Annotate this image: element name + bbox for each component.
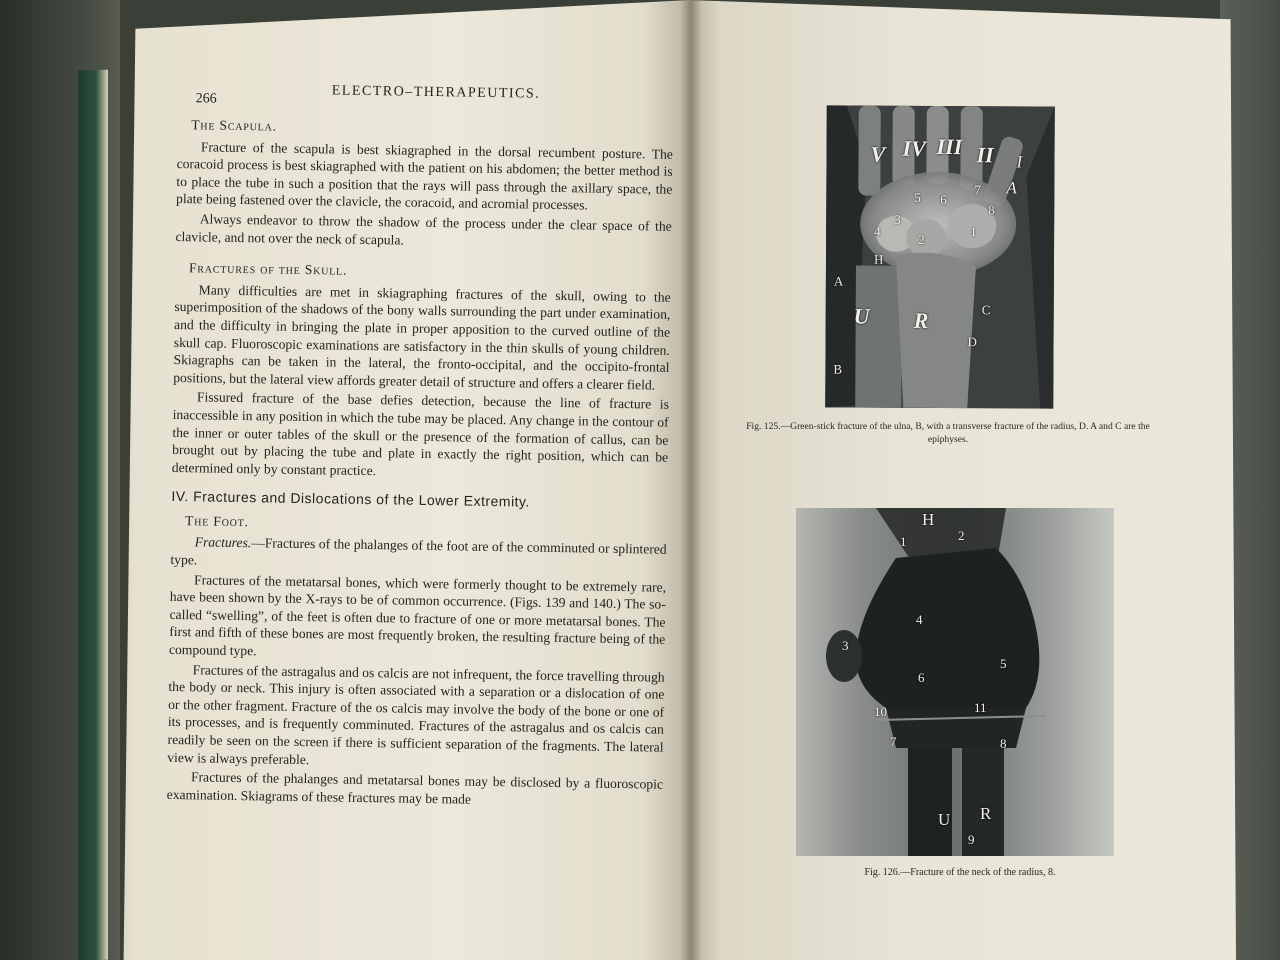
running-head-title: ELECTRO–THERAPEUTICS. (331, 83, 541, 102)
fig125-label-6: 6 (940, 192, 947, 208)
fig126-label-H: H (922, 510, 935, 529)
fig125-label-U: U (853, 303, 870, 329)
fig125-label-II: II (976, 142, 994, 168)
fig125-label-V: V (870, 141, 886, 167)
fig126-label-7: 7 (890, 734, 897, 749)
fig126-label-10: 10 (874, 704, 887, 719)
fig125-label-3: 3 (894, 211, 901, 227)
section-heading-foot: The Foot. (184, 513, 249, 530)
fig125-label-2: 2 (918, 231, 925, 247)
fig125-label-B: B (833, 361, 843, 377)
elbow-xray-image (796, 508, 1114, 856)
fig126-label-4: 4 (916, 612, 923, 627)
fig125-label-1: 1 (970, 224, 977, 240)
section-heading-skull: Fractures of the Skull. (188, 260, 348, 278)
paragraph-foot-2: Fractures of the metatarsal bones, which were formerly thought to be extremely rare, have been shown by the X-rays to be of common occurrence. (Figs. 139 and 140.) The so-called “swelling”, of the feet is often due to fracture of one or more metatarsal bones. The first and fifth of these bones are most frequently broken, the resulting fracture being of the compound type. (168, 571, 667, 659)
fig125-label-8: 8 (988, 202, 995, 218)
paragraph-skull-2: Fissured fracture of the base defies detection, because the line of fracture is inaccessible in any position in which the tube may be placed. Any change in the contour of the inner or outer tables of the skull or the presence of the formation of callus, can be brought out by placing the tube and plate in exactly the right position, which can be determined only by constant practice. (171, 389, 670, 478)
fig125-label-H: H (873, 251, 884, 267)
fig125-label-IV: IV (902, 135, 926, 161)
fig125-label-A-side: A (833, 273, 844, 289)
fig126-label-1: 1 (900, 534, 907, 549)
fig126-label-R: R (980, 804, 992, 823)
figure-125-caption: Fig. 125.—Green-stick fracture of the ulna, B, with a transverse fracture of the radius, D. A and C are the epiphyses. (746, 421, 1150, 445)
book-gutter (680, 0, 702, 960)
page-number: 266 (195, 91, 217, 107)
fig126-label-2: 2 (958, 528, 965, 543)
book-cover-edge (78, 70, 108, 960)
left-page-text (165, 78, 674, 926)
figure-126-caption: Fig. 126.—Fracture of the neck of the radius, 8. (864, 867, 1056, 878)
paragraph-foot-1 (170, 533, 666, 576)
fig125-label-III: III (936, 133, 963, 160)
fig126-label-11: 11 (974, 700, 987, 715)
fig125-label-4: 4 (874, 223, 881, 239)
paragraph-scapula-2: Always endeavor to throw the shadow of the process under the clear space of the clavicle, and not over the neck of scapula. (175, 211, 672, 248)
paragraph-foot-3: Fractures of the astragalus and os calcis are not infrequent, the force travelling through the body or neck. This injury is often associated with a separation or a dislocation of one or the other fragment. Fracture of the os calcis may involve the body of the bone or one of its processes, and is frequently comminuted. Fractures of the astragalus and os calcis can readily be seen on the screen if there is sufficient separation of the fragments. The lateral view is always preferable. (167, 661, 665, 767)
fig126-label-3: 3 (842, 638, 849, 653)
fig126-label-5: 5 (1000, 656, 1007, 671)
paragraph-foot-1-text: —Fractures of the phalanges of the foot are of the comminuted or splintered type. (170, 535, 667, 568)
fig125-label-I: I (1016, 152, 1023, 172)
section-heading-scapula: The Scapula. (191, 117, 277, 134)
fig126-label-9: 9 (968, 832, 975, 847)
figure-126-radiograph (796, 508, 1114, 856)
fig125-label-D: D (967, 334, 977, 350)
run-in-heading: Fractures. (194, 534, 252, 551)
fig125-label-R: R (913, 307, 929, 333)
fig125-label-C: C (981, 302, 991, 318)
fig126-label-U: U (938, 810, 951, 829)
fig125-label-5: 5 (914, 189, 921, 205)
paragraph-foot-4: Fractures of the phalanges and metatarsal bones may be disclosed by a fluoroscopic examination. Skiagrams of these fractures may be made (166, 769, 664, 807)
fig125-label-7: 7 (974, 182, 981, 198)
paragraph-scapula-1: Fracture of the scapula is best skiagraphed in the dorsal recumbent posture. The coracoid process is best skiagraphed with the patient on his abdomen; the better method is to place the tube in such a position that the rays will pass through the axillary space, the plate being fastened over the clavicle, the coracoid, and acromial processes. (175, 138, 673, 213)
fig125-label-A-top: A (1006, 178, 1017, 198)
chapter-heading: IV. Fractures and Dislocations of the Lower Extremity. (171, 488, 530, 510)
fig126-label-6: 6 (918, 670, 925, 685)
fig126-label-8: 8 (1000, 736, 1007, 751)
paragraph-skull-1: Many difficulties are met in skiagraphing fractures of the skull, owing to the superimposition of the shadows of the bony walls surrounding the part under examination, and the difficulty in bringing the plate in proper apposition to the curved outline of the skull cap. Fluoroscopic examinations are satisfactory in the thin skulls of young children. Skiagraphs can be taken in the lateral, the fronto-occipital, and the occipito-frontal positions, but the lateral view affords greater detail of structure and offers a clearer field. (173, 282, 671, 393)
figure-125-radiograph (825, 105, 1055, 408)
